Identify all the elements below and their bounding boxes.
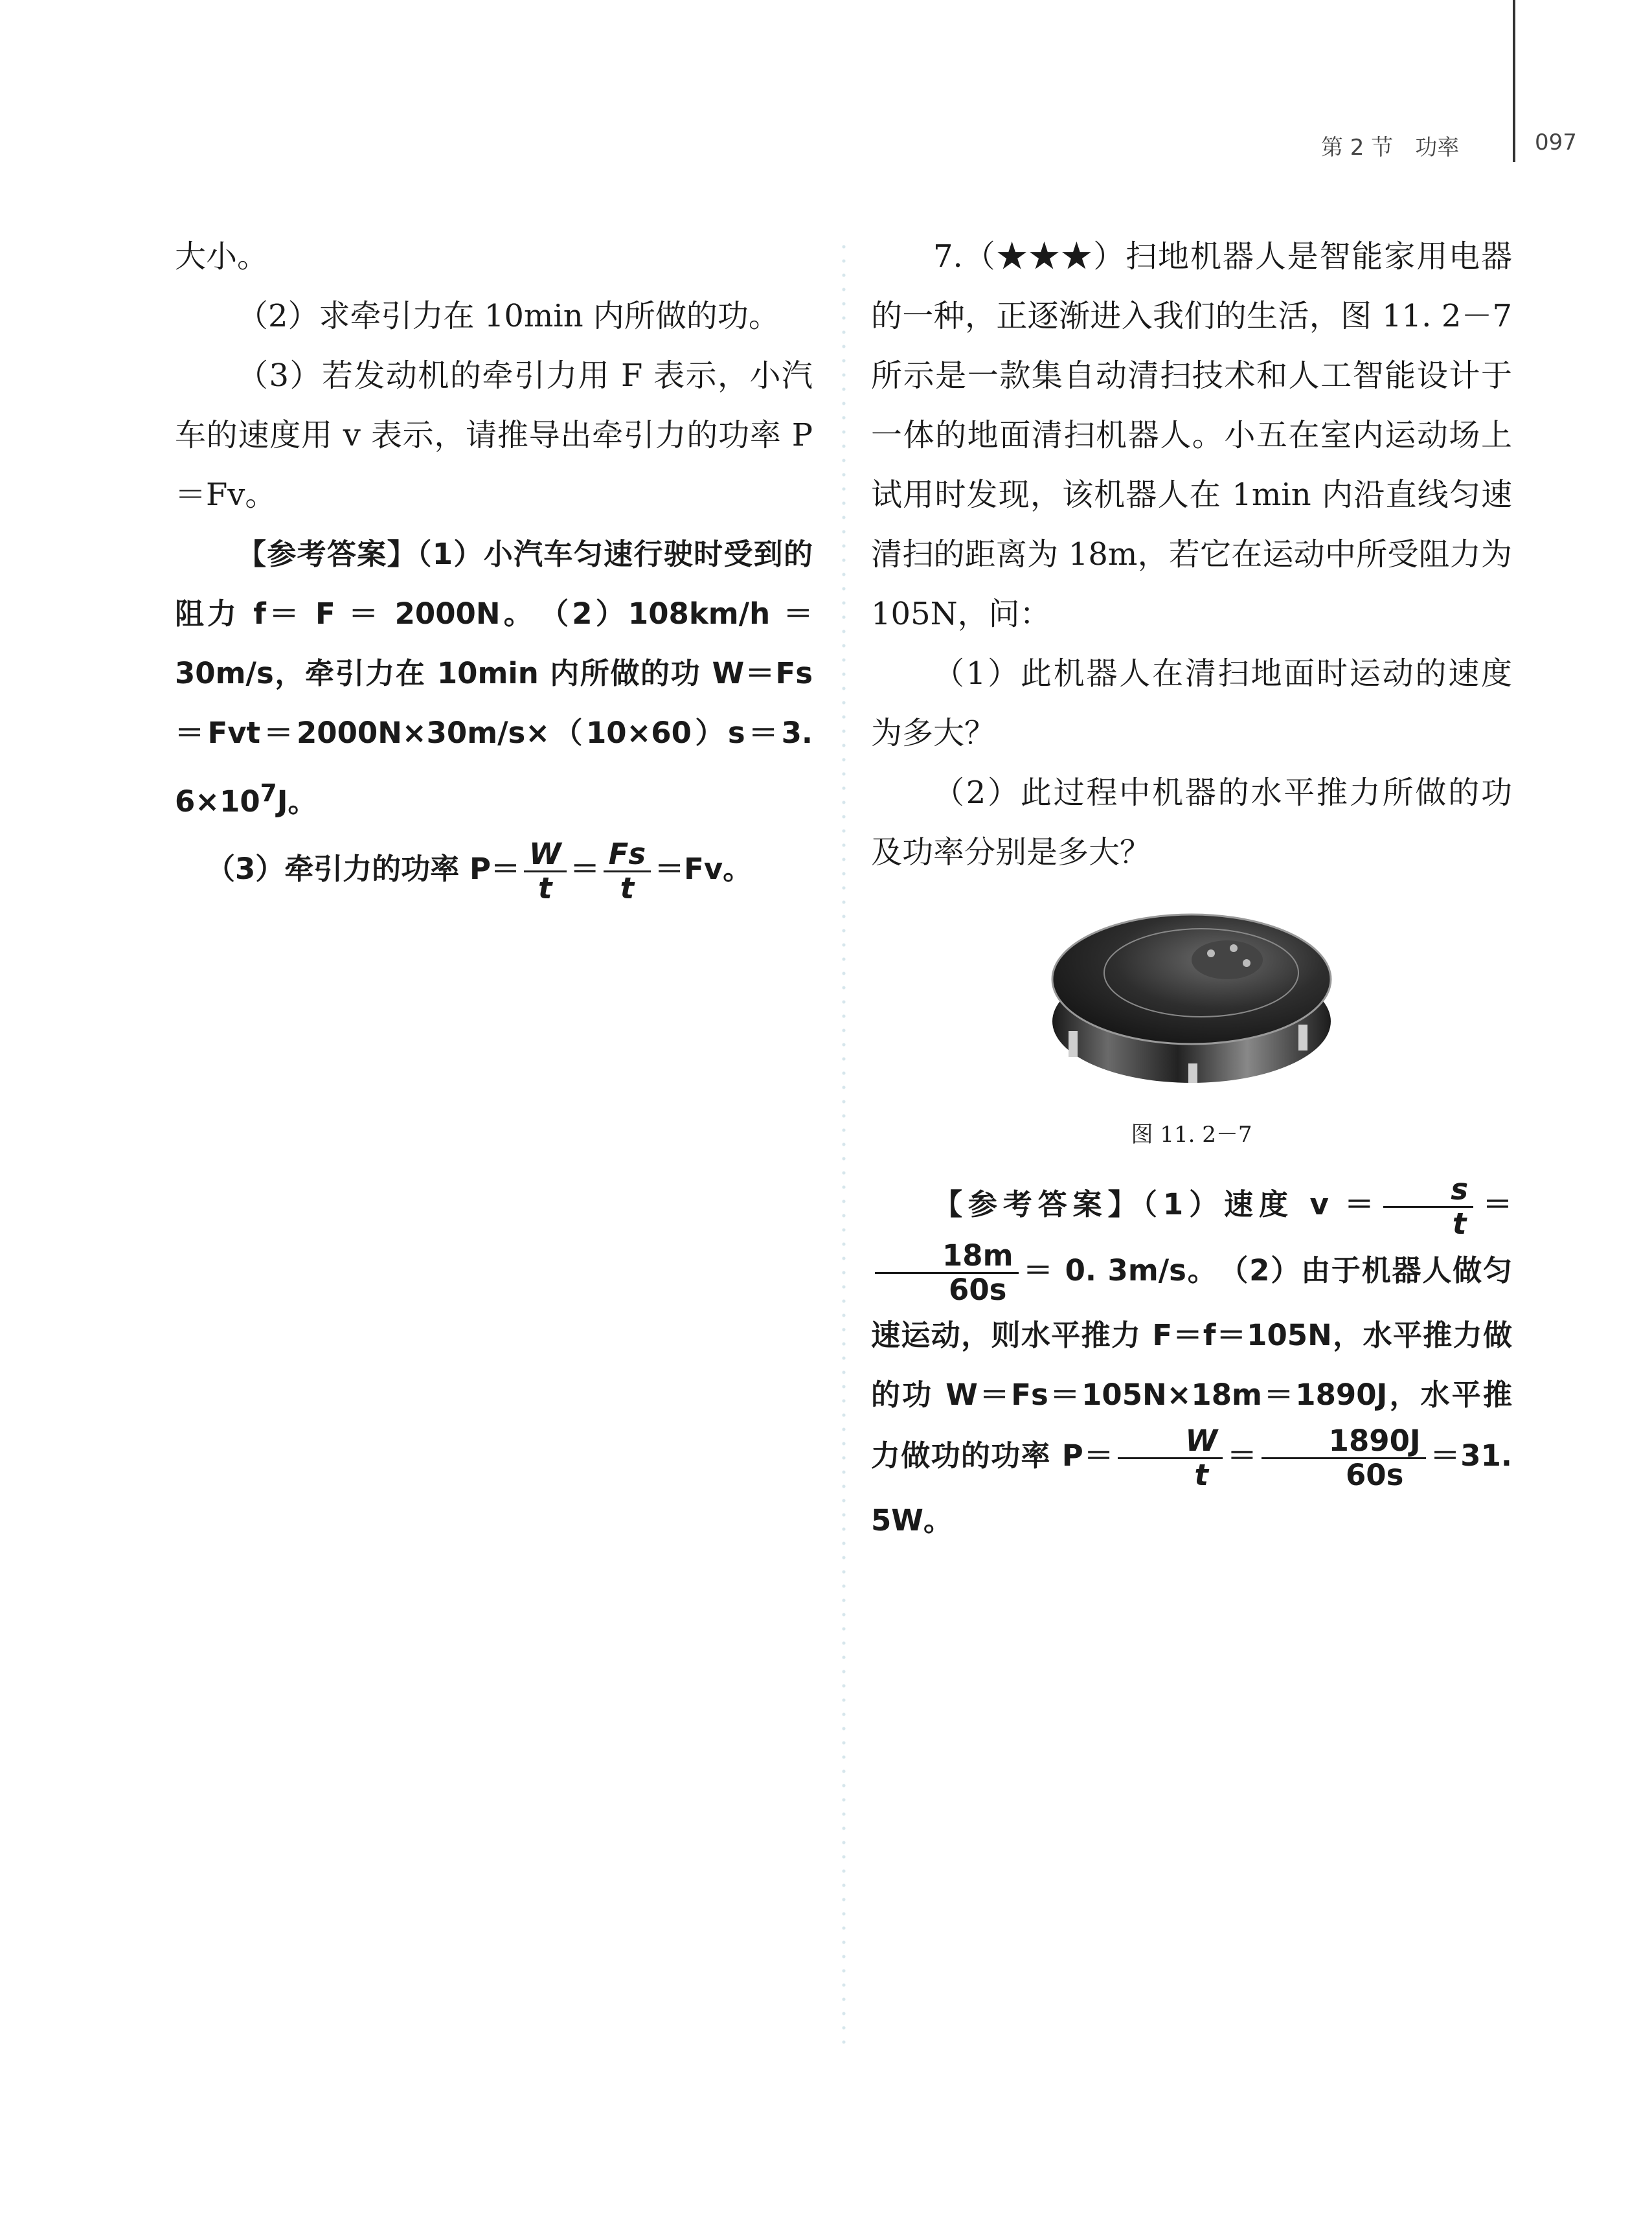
question-7: 7.（★★★）扫地机器人是智能家用电器的一种，正逐渐进入我们的生活，图 11. 2－7 所示是一款集自动清扫技术和人工智能设计于一体的地面清扫机器人。小五在室内运动场上试用时发现，该机器人在 1min 内沿直线匀速清扫的距离为 18m，若它在运动中所受阻力为 105N，问： [871,238,1512,632]
left-column [175,227,813,904]
fraction-s-over-t [1383,1174,1473,1240]
fraction-18m-over-60s [875,1240,1019,1306]
answer-7 [871,1174,1512,1550]
header-rule [1513,0,1515,162]
fraction-w-over-t [1118,1425,1223,1491]
numerator: Fs [604,838,651,872]
answer-part-b [175,838,813,904]
question-7-2: （2）此过程中机器的水平推力所做的功及功率分别是多大？ [871,775,1512,870]
numerator: 1890J [1262,1425,1426,1459]
denominator: 60s [949,1272,1007,1307]
denominator: t [1452,1206,1467,1241]
running-head: 第 2 节 功率 [1321,135,1460,161]
answer-b-prefix: （3）牵引力的功率 P＝ [206,852,520,886]
continuation-line: 大小。 [175,238,269,275]
numerator: W [1118,1425,1223,1459]
fraction-fs-over-t [604,838,651,904]
answer-7-prefix: 【参考答案】（1）速度 v ＝ [933,1187,1380,1221]
answer-text-a: 【参考答案】（1）小汽车匀速行驶时受到的阻力 f＝ F ＝ 2000N。 （2）108km/h ＝ 30m/s，牵引力在 10min 内所做的功 W＝Fs＝Fvt＝2000N×30m/s×（10×60）s＝3. 6×10 [175,537,813,819]
question-3: （3）若发动机的牵引力用 F 表示，小汽车的速度用 v 表示，请推导出牵引力的功率 P＝Fv。 [175,358,813,513]
answer-text-a-end: J。 [277,784,317,819]
answer-part-a [175,525,813,832]
robot-vacuum-image [1039,902,1344,1089]
question-2: （2）求牵引力在 10min 内所做的功。 [237,298,780,334]
figure-caption: 图 11. 2－7 [1131,1122,1252,1148]
fraction-1890j-over-60s [1262,1425,1426,1491]
figure [871,902,1512,1109]
equals-sign: ＝ [1477,1187,1512,1221]
exponent: 7 [260,778,277,807]
denominator: t [620,870,635,905]
numerator: 18m [875,1240,1019,1274]
right-column [871,227,1512,1550]
answer-7-end: ＝31. 5W。 [871,1438,1512,1538]
denominator: t [538,870,552,905]
answer-b-end: ＝Fv。 [655,852,752,886]
page-number: 097 [1535,130,1577,155]
equals-sign: ＝ [1227,1438,1258,1473]
denominator: 60s [1345,1457,1404,1492]
answer-7-mid: ＝ 0. 3m/s。 （2）由于机器人做匀速运动，则水平推力 F＝f＝105N，水平推力做的功 W＝Fs＝105N×18m＝1890J，水平推力做功的功率 P＝ [871,1253,1512,1473]
column-divider [839,240,848,2053]
numerator: s [1383,1174,1473,1208]
denominator: t [1194,1457,1208,1492]
numerator: W [524,838,567,872]
question-7-1: （1）此机器人在清扫地面时运动的速度为多大？ [871,655,1512,751]
equals-sign: ＝ [570,852,600,886]
fraction-w-over-t [524,838,567,904]
